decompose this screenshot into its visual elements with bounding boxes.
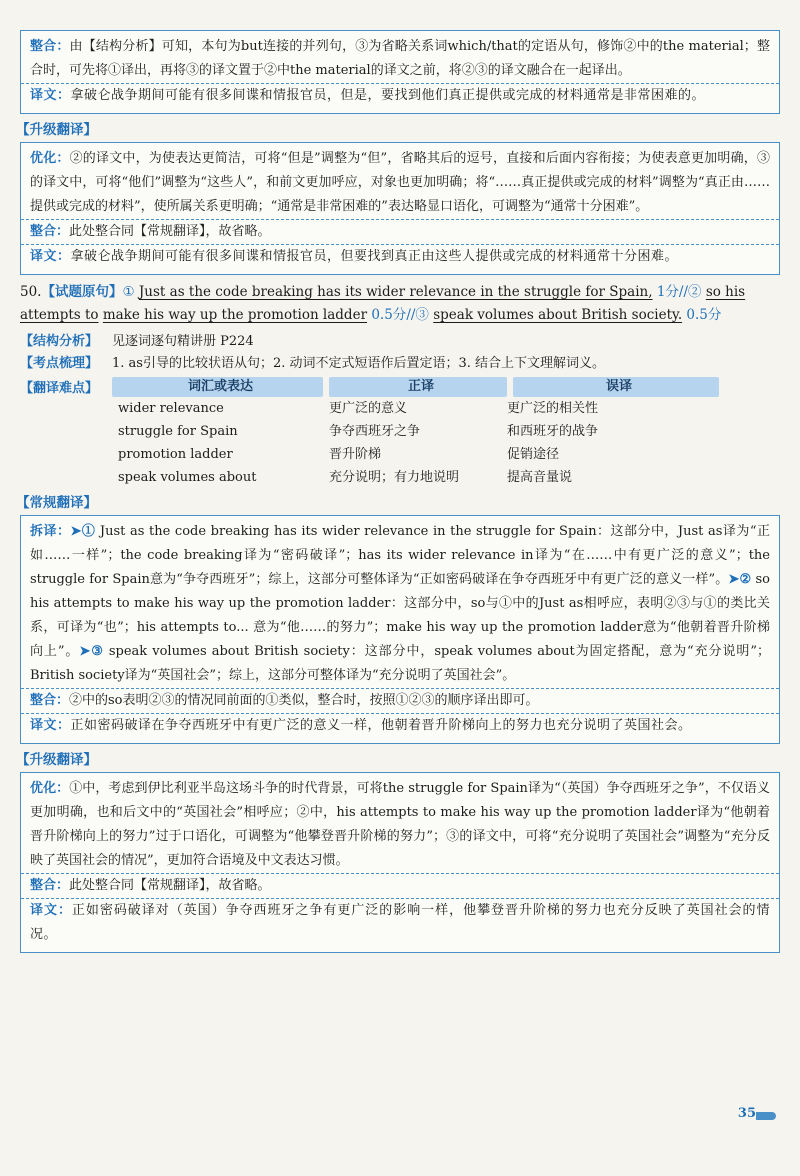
- clause-marker-2: ②: [739, 572, 752, 587]
- clause-marker-2: ②: [688, 284, 702, 300]
- table-header-cell: 误译: [513, 377, 719, 397]
- table-cell: wider relevance: [118, 401, 224, 416]
- translation-label: 译文：: [30, 249, 71, 264]
- upgrade-box-2: [20, 772, 780, 953]
- integrate-text: ②中的so表明②③的情况同前面的①类似，整合时，按照①②③的顺序译出即可。: [69, 693, 539, 708]
- clause-marker-3: ③: [90, 644, 104, 659]
- clause-3: speak volumes about British society.: [433, 307, 683, 323]
- table-cell: 更广泛的相关性: [507, 401, 599, 416]
- score-separator: //: [678, 284, 689, 300]
- clause-2a: so his attempts to: [20, 284, 746, 323]
- regular-translation-box: [20, 515, 780, 744]
- integrate-paragraph: [30, 689, 770, 713]
- table-row: [20, 397, 780, 420]
- upgrade-box-1: [20, 142, 780, 275]
- arrow-icon: ➤: [728, 572, 740, 587]
- table-cell: speak volumes about: [118, 470, 257, 485]
- upgrade-translation-title: 【升级翻译】: [16, 122, 97, 138]
- table-row: [20, 420, 780, 443]
- score-1: 1分: [656, 284, 679, 300]
- clause-2b: make his way up the promotion ladder: [102, 307, 368, 323]
- translation-paragraph: [30, 245, 770, 269]
- points-tag: 【考点梳理】: [20, 356, 99, 371]
- translation-label: 译文：: [30, 718, 71, 733]
- question-number: 50.: [20, 284, 42, 300]
- table-cell: 促销途径: [507, 447, 560, 462]
- translation-paragraph: [30, 899, 770, 947]
- optimize-paragraph: [30, 147, 770, 219]
- translation-label: 译文：: [30, 88, 71, 103]
- question-tag: 【试题原句】: [41, 284, 123, 300]
- translation-text: 拿破仑战争期间可能有很多间谍和情报官员，但要找到真正由这些人提供或完成的材料通常十分困难。: [70, 249, 679, 264]
- translation-paragraph: [30, 84, 770, 108]
- table-row: [20, 443, 780, 466]
- table-cell: promotion ladder: [118, 447, 233, 462]
- points-text: 1. as引导的比较状语从句；2. 动词不定式短语作后置定语；3. 结合上下文理解词义。: [112, 356, 606, 371]
- table-header-row: [20, 377, 780, 397]
- split-text-3: speak volumes about British society：这部分中，speak volumes about为固定搭配，意为“充分说明”；British society译为“英国社会”；综上，这部分可整体译为“充分说明了英国社会”。: [30, 644, 770, 683]
- page-number: 35: [737, 1106, 756, 1121]
- split-paragraph: [30, 520, 770, 688]
- split-text-1: Just as the code breaking has its wider relevance in the struggle for Spain：这部分中，Just as译为“正如……一样”；the code breaking译为“密码破译”；has its wider relevance in译为“在……中有更广泛的意义”；the struggle for Spain意为“争夺西班牙”；综上，这部分可整体译为“正如密码破译在争夺西班牙中有更广泛的意义一样”。: [30, 524, 770, 587]
- integrate-label: 整合：: [30, 878, 70, 893]
- split-label: 拆译：: [30, 524, 71, 539]
- integrate-label: 整合：: [30, 693, 70, 708]
- clause-marker-1: ①: [81, 524, 96, 539]
- integrate-label: 整合：: [30, 224, 70, 239]
- regular-translation-title: 【常规翻译】: [16, 495, 97, 511]
- table-header-cell: 词汇或表达: [112, 377, 323, 397]
- clause-marker-3: ③: [415, 307, 429, 323]
- upgrade-translation-title: 【升级翻译】: [16, 752, 97, 768]
- optimize-label: 优化：: [30, 781, 70, 796]
- score-2: 0.5分: [371, 307, 407, 323]
- arrow-icon: ➤: [79, 644, 91, 659]
- integrate-label: 整合：: [30, 39, 70, 54]
- difficulty-table: [20, 377, 780, 489]
- translation-text: 正如密码破译对（英国）争夺西班牙之争有更广泛的影响一样，他攀登晋升阶梯的努力也充分反映了英国社会的情况。: [30, 903, 770, 942]
- table-row: [20, 466, 780, 489]
- score-3: 0.5分: [686, 307, 722, 323]
- table-cell: 和西班牙的战争: [507, 424, 599, 439]
- table-cell: 更广泛的意义: [329, 401, 408, 416]
- integrate-paragraph: [30, 874, 770, 898]
- table-cell: 提高音量说: [507, 470, 573, 485]
- table-header-cell: 正译: [329, 377, 507, 397]
- structure-analysis-row: [20, 331, 780, 353]
- integrate-text: 此处整合同【常规翻译】，故省略。: [69, 878, 271, 893]
- translation-paragraph: [30, 714, 770, 738]
- translation-text: 拿破仑战争期间可能有很多间谍和情报官员，但是，要找到他们真正提供或完成的材料通常是非常困难的。: [70, 88, 706, 103]
- translation-label: 译文：: [30, 903, 72, 918]
- table-cell: 争夺西班牙之争: [329, 424, 421, 439]
- page-content: [16, 30, 780, 959]
- key-points-row: [20, 353, 780, 375]
- optimize-text: ①中，考虑到伊比利亚半岛这场斗争的时代背景，可将the struggle for Spain译为“（英国）争夺西班牙之争”，不仅语义更加明确，也和后文中的“英国社会”相呼应；②中，his attempts to make his way up the promotion ladder译为“他朝着晋升阶梯向上的努力”过于口语化，可调整为“他攀登晋升阶梯的努力”；③的译文中，可将“充分说明了英国社会”调整为“充分反映了英国社会的情况”，更加符合语境及中文表达习惯。: [30, 781, 770, 868]
- integrate-text: 此处整合同【常规翻译】，故省略。: [69, 224, 271, 239]
- score-separator: //: [406, 307, 416, 323]
- structure-tag: 【结构分析】: [20, 334, 99, 349]
- optimize-text: ②的译文中，为使表达更简洁，可将“但是”调整为“但”，省略其后的逗号，直接和后面内容衔接；为使表意更加明确，③的译文中，可将“他们”调整为“这些人”，和前文更加呼应，对象也更加明确；将“……真正提供或完成的材料”调整为“真正由……提供或完成的材料”，使所属关系更明确；“通常是非常困难的”表达略显口语化，可调整为“通常十分困难”。: [30, 151, 770, 214]
- clause-1: Just as the code breaking has its wider relevance in the struggle for Spain,: [138, 284, 653, 300]
- translation-text: 正如密码破译在争夺西班牙中有更广泛的意义一样，他朝着晋升阶梯向上的努力也充分说明了英国社会。: [70, 718, 692, 733]
- integrate-paragraph: [30, 220, 770, 244]
- structure-text: 见逐词逐句精讲册 P224: [112, 334, 254, 349]
- table-cell: 晋升阶梯: [329, 447, 382, 462]
- arrow-icon: ➤: [70, 524, 82, 539]
- integrate-paragraph: [30, 35, 770, 83]
- optimize-label: 优化：: [30, 151, 70, 166]
- page-tab-decoration: [756, 1112, 776, 1120]
- question-sentence: [20, 281, 780, 327]
- integrate-text: 由【结构分析】可知，本句为but连接的并列句，③为省略关系词which/that的定语从句，修饰②中的the material；整合时，可先将①译出，再将③的译文置于②中the material的译文之前，将②③的译文融合在一起译出。: [30, 39, 770, 78]
- analysis-box-top: [20, 30, 780, 114]
- optimize-paragraph: [30, 777, 770, 873]
- split-text-2: so his attempts to make his way up the promotion ladder：这部分中，so与①中的Just as相呼应，表明②③与①的类比关系，可译为“也”；his attempts to... 意为“他……的努力”；make his way up the promotion ladder意为“他朝着晋升阶梯向上”。: [30, 572, 771, 659]
- difficulty-tag: 【翻译难点】: [20, 381, 99, 396]
- table-cell: 充分说明；有力地说明: [329, 470, 460, 485]
- clause-marker-1: ①: [122, 284, 135, 300]
- table-cell: struggle for Spain: [118, 424, 238, 439]
